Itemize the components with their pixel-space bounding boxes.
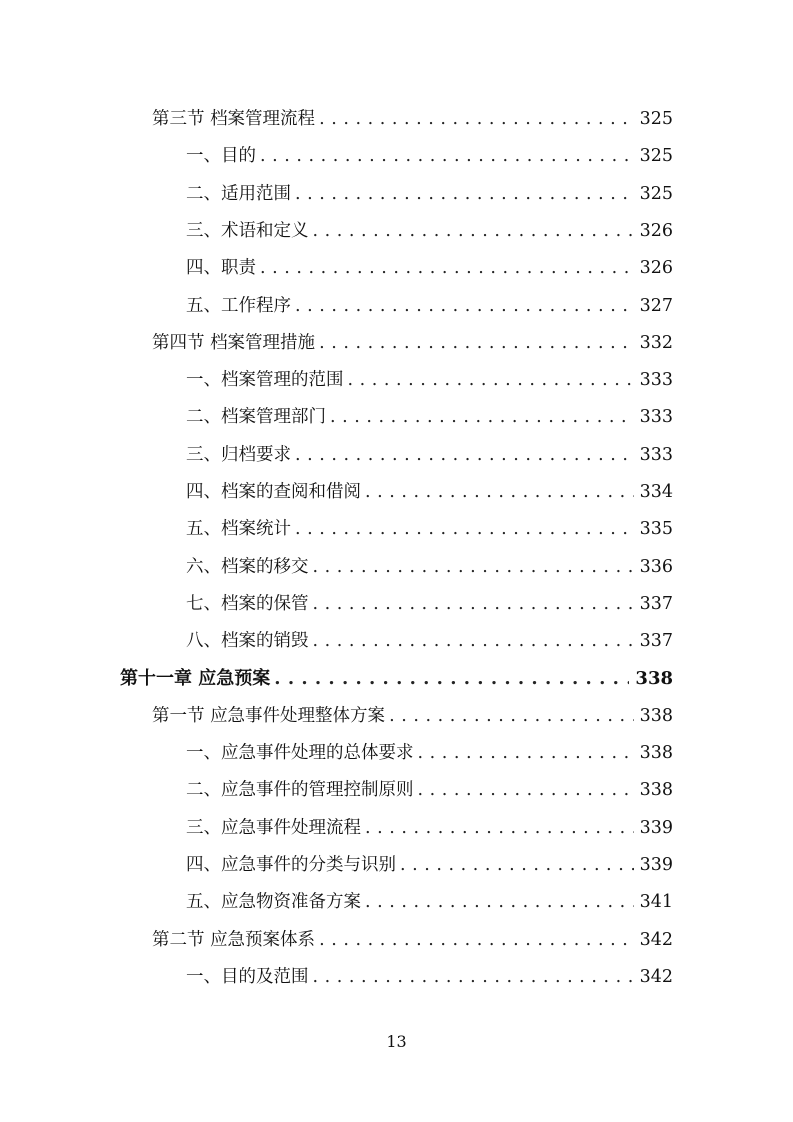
toc-dot-leader xyxy=(365,887,634,917)
toc-dot-leader xyxy=(400,850,634,880)
toc-entry-page: 339 xyxy=(639,855,673,875)
toc-entry-page: 338 xyxy=(639,780,673,801)
toc-dot-leader xyxy=(319,104,634,134)
toc-entry-page: 342 xyxy=(639,966,673,987)
toc-item-entry[interactable] xyxy=(186,850,673,880)
toc-dot-leader xyxy=(260,141,634,171)
toc-chapter-entry[interactable] xyxy=(120,664,673,694)
toc-dot-leader xyxy=(389,701,634,731)
toc-entry-title: 第四节 档案管理措施 xyxy=(152,332,316,353)
toc-entry-page: 336 xyxy=(639,556,673,577)
toc-entry-title: 二、适用范围 xyxy=(186,183,291,204)
toc-dot-leader xyxy=(319,925,634,955)
toc-dot-leader xyxy=(365,477,634,507)
toc-entry-page: 338 xyxy=(635,667,673,689)
toc-dot-leader xyxy=(313,216,634,246)
toc-item-entry[interactable] xyxy=(186,887,673,917)
toc-entry-page: 339 xyxy=(639,817,673,838)
toc-item-entry[interactable] xyxy=(186,253,673,283)
toc-entry-title: 二、档案管理部门 xyxy=(186,407,326,428)
toc-entry-page: 325 xyxy=(639,183,673,204)
toc-item-entry[interactable] xyxy=(186,514,673,544)
toc-item-entry[interactable] xyxy=(186,477,673,507)
toc-dot-leader xyxy=(313,552,634,582)
toc-dot-leader xyxy=(295,514,634,544)
page-number: 13 xyxy=(386,1032,407,1051)
toc-item-entry[interactable] xyxy=(186,440,673,470)
toc-entry-title: 四、档案的查阅和借阅 xyxy=(186,482,361,502)
toc-entry-title: 第十一章 应急预案 xyxy=(120,667,271,689)
toc-entry-title: 七、档案的保管 xyxy=(186,593,309,614)
toc-entry-page: 333 xyxy=(639,370,673,391)
toc-entry-title: 三、术语和定义 xyxy=(186,220,309,241)
toc-dot-leader xyxy=(313,962,634,992)
toc-entry-title: 五、工作程序 xyxy=(186,295,291,316)
toc-entry-title: 三、应急事件处理流程 xyxy=(186,817,361,838)
toc-section-entry[interactable] xyxy=(152,925,673,955)
toc-entry-page: 337 xyxy=(639,631,673,652)
toc-item-entry[interactable] xyxy=(186,962,673,992)
toc-item-entry[interactable] xyxy=(186,589,673,619)
toc-dot-leader xyxy=(295,291,634,321)
toc-entry-title: 五、档案统计 xyxy=(186,519,291,540)
toc-entry-page: 334 xyxy=(639,482,673,502)
toc-item-entry[interactable] xyxy=(186,402,673,432)
toc-section-entry[interactable] xyxy=(152,701,673,731)
toc-entry-page: 333 xyxy=(639,407,673,428)
toc-item-entry[interactable] xyxy=(186,291,673,321)
toc-item-entry[interactable] xyxy=(186,179,673,209)
toc-entry-title: 四、职责 xyxy=(186,258,256,279)
toc-section-entry[interactable] xyxy=(152,104,673,134)
toc-dot-leader xyxy=(260,253,634,283)
toc-item-entry[interactable] xyxy=(186,738,673,768)
toc-entry-page: 325 xyxy=(639,109,673,129)
toc-entry-title: 八、档案的销毁 xyxy=(186,631,309,652)
toc-entry-title: 第二节 应急预案体系 xyxy=(152,929,316,950)
toc-dot-leader xyxy=(313,626,634,656)
toc-entry-page: 333 xyxy=(639,444,673,465)
toc-item-entry[interactable] xyxy=(186,813,673,843)
toc-section-entry[interactable] xyxy=(152,328,673,358)
toc-dot-leader xyxy=(313,589,634,619)
toc-entry-title: 第三节 档案管理流程 xyxy=(152,109,316,129)
toc-entry-page: 326 xyxy=(639,258,673,279)
toc-entry-title: 第一节 应急事件处理整体方案 xyxy=(152,705,386,726)
toc-entry-page: 342 xyxy=(639,929,673,950)
toc-entry-title: 一、目的 xyxy=(186,146,256,167)
toc-dot-leader xyxy=(365,813,634,843)
toc-item-entry[interactable] xyxy=(186,626,673,656)
toc-dot-leader xyxy=(418,738,634,768)
toc-entry-page: 326 xyxy=(639,220,673,241)
toc-item-entry[interactable] xyxy=(186,141,673,171)
toc-entry-page: 338 xyxy=(639,705,673,726)
toc-entry-title: 五、应急物资准备方案 xyxy=(186,892,361,913)
toc-dot-leader xyxy=(295,440,634,470)
toc-dot-leader xyxy=(330,402,634,432)
toc-item-entry[interactable] xyxy=(186,365,673,395)
toc-dot-leader xyxy=(348,365,634,395)
toc-dot-leader xyxy=(319,328,634,358)
toc-entry-page: 341 xyxy=(639,892,673,913)
toc-entry-title: 四、应急事件的分类与识别 xyxy=(186,855,396,875)
toc-entry-page: 337 xyxy=(639,593,673,614)
toc-item-entry[interactable] xyxy=(186,552,673,582)
toc-entry-page: 335 xyxy=(639,519,673,540)
toc-item-entry[interactable] xyxy=(186,216,673,246)
toc-dot-leader xyxy=(418,775,634,805)
toc-entry-title: 一、目的及范围 xyxy=(186,966,309,987)
toc-entry-title: 一、档案管理的范围 xyxy=(186,370,344,391)
toc-entry-page: 325 xyxy=(639,146,673,167)
toc-entry-page: 338 xyxy=(639,743,673,764)
toc-dot-leader xyxy=(274,664,629,694)
toc-item-entry[interactable] xyxy=(186,775,673,805)
toc-entry-title: 三、归档要求 xyxy=(186,444,291,465)
toc-entry-title: 二、应急事件的管理控制原则 xyxy=(186,780,414,801)
toc-entry-page: 332 xyxy=(639,332,673,353)
toc-entry-page: 327 xyxy=(639,295,673,316)
toc-entry-title: 六、档案的移交 xyxy=(186,556,309,577)
toc-dot-leader xyxy=(295,179,634,209)
toc-entry-title: 一、应急事件处理的总体要求 xyxy=(186,743,414,764)
